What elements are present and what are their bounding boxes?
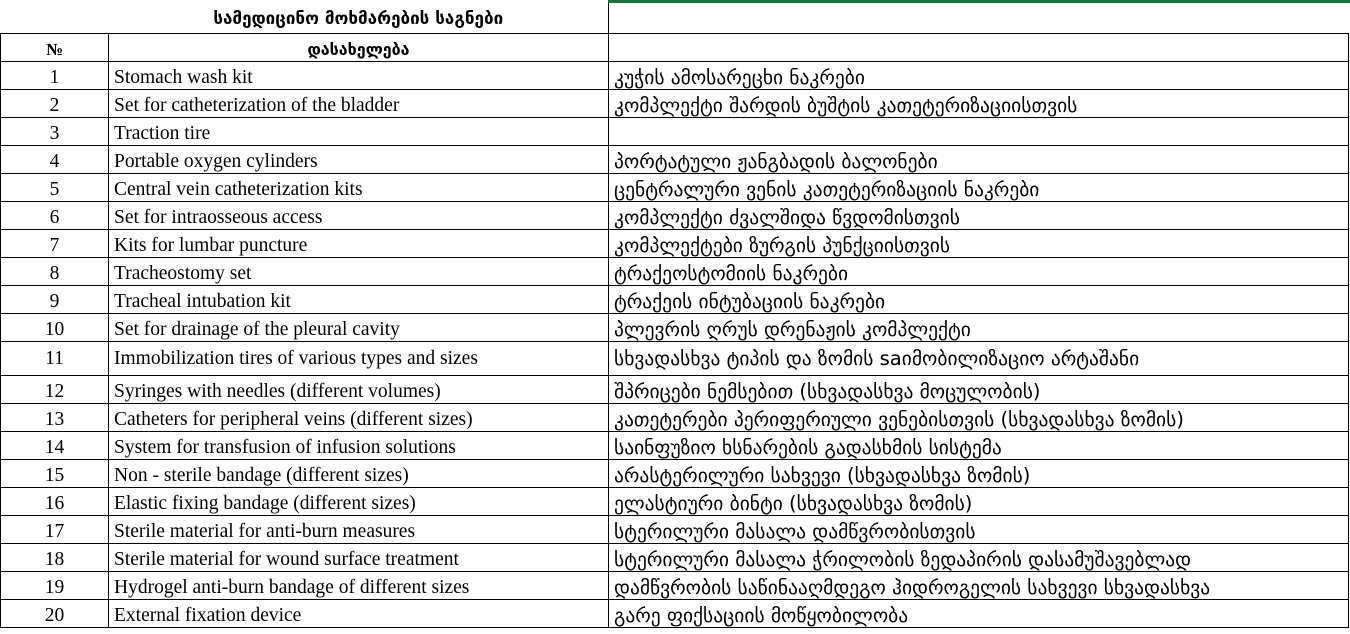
item-name-georgian[interactable]: შპრიცები ნემსებით (სხვადასხვა მოცულობის) (609, 376, 1349, 404)
item-name-georgian[interactable]: საინფუზიო ხსნარების გადასხმის სისტემა (609, 432, 1349, 460)
table-row (1, 202, 1349, 230)
item-name-georgian[interactable]: სტერილური მასალა დამწვრობისთვის (609, 516, 1349, 544)
item-name-georgian[interactable]: კომპლექტი შარდის ბუშტის კათეტერიზაციისთვის (609, 90, 1349, 118)
item-name-georgian[interactable]: კათეტერები პერიფერიული ვენებისთვის (სხვადასხვა ზომის) (609, 404, 1349, 432)
row-number[interactable]: 19 (1, 572, 109, 600)
item-name-english[interactable]: Traction tire (109, 118, 609, 146)
header-name[interactable]: დასახელება (109, 34, 609, 62)
item-name-georgian[interactable]: პორტატული ჟანგბადის ბალონები (609, 146, 1349, 174)
table-row (1, 258, 1349, 286)
table-row (1, 230, 1349, 258)
cell-blank[interactable] (609, 3, 1349, 34)
row-number[interactable]: 2 (1, 90, 109, 118)
item-name-english[interactable]: Elastic fixing bandage (different sizes) (109, 488, 609, 516)
item-name-english[interactable]: Syringes with needles (different volumes) (109, 376, 609, 404)
table-row (1, 342, 1349, 376)
row-number[interactable]: 6 (1, 202, 109, 230)
item-name-english[interactable]: System for transfusion of infusion solutions (109, 432, 609, 460)
row-number[interactable]: 16 (1, 488, 109, 516)
item-name-georgian[interactable]: ტრაქეის ინტუბაციის ნაკრები (609, 286, 1349, 314)
cell-blank[interactable] (1, 3, 109, 34)
table-row (1, 572, 1349, 600)
item-name-english[interactable]: Non - sterile bandage (different sizes) (109, 460, 609, 488)
item-name-english[interactable]: Portable oxygen cylinders (109, 146, 609, 174)
item-name-georgian[interactable]: პლევრის ღრუს დრენაჟის კომპლექტი (609, 314, 1349, 342)
row-number[interactable]: 9 (1, 286, 109, 314)
row-number[interactable]: 13 (1, 404, 109, 432)
item-name-georgian[interactable]: ცენტრალური ვენის კათეტერიზაციის ნაკრები (609, 174, 1349, 202)
table-row (1, 62, 1349, 90)
item-name-georgian[interactable]: ელასტიური ბინტი (სხვადასხვა ზომის) (609, 488, 1349, 516)
item-name-english[interactable]: Set for drainage of the pleural cavity (109, 314, 609, 342)
table-row (1, 404, 1349, 432)
sheet-title[interactable]: სამედიცინო მოხმარების საგნები (109, 3, 609, 34)
item-name-english[interactable]: Central vein catheterization kits (109, 174, 609, 202)
table-row (1, 118, 1349, 146)
table-row (1, 90, 1349, 118)
item-name-georgian[interactable]: ტრაქეოსტომიის ნაკრები (609, 258, 1349, 286)
item-name-english[interactable]: Immobilization tires of various types and sizes (109, 342, 609, 376)
item-name-english[interactable]: Catheters for peripheral veins (different sizes) (109, 404, 609, 432)
item-name-english[interactable]: Set for catheterization of the bladder (109, 90, 609, 118)
row-number[interactable]: 4 (1, 146, 109, 174)
item-name-georgian[interactable]: დამწვრობის საწინააღმდეგო ჰიდროგელის სახვევი სხვადასხვა (609, 572, 1349, 600)
row-number[interactable]: 7 (1, 230, 109, 258)
table-row (1, 460, 1349, 488)
table-row (1, 516, 1349, 544)
item-name-georgian[interactable]: გარე ფიქსაციის მოწყობილობა (609, 600, 1349, 628)
table-row (1, 488, 1349, 516)
row-number[interactable]: 17 (1, 516, 109, 544)
table-row (1, 376, 1349, 404)
item-name-english[interactable]: Sterile material for anti-burn measures (109, 516, 609, 544)
item-name-georgian[interactable]: კომპლექტი ძვალშიდა წვდომისთვის (609, 202, 1349, 230)
item-name-english[interactable]: Hydrogel anti-burn bandage of different sizes (109, 572, 609, 600)
item-name-english[interactable]: Tracheal intubation kit (109, 286, 609, 314)
item-name-english[interactable]: Stomach wash kit (109, 62, 609, 90)
item-name-english[interactable]: Tracheostomy set (109, 258, 609, 286)
header-row (1, 34, 1349, 62)
row-number[interactable]: 3 (1, 118, 109, 146)
row-number[interactable]: 14 (1, 432, 109, 460)
spreadsheet-table (0, 3, 1349, 628)
table-row (1, 146, 1349, 174)
table-row (1, 286, 1349, 314)
row-number[interactable]: 5 (1, 174, 109, 202)
row-number[interactable]: 11 (1, 342, 109, 376)
title-row (1, 3, 1349, 34)
item-name-georgian[interactable]: სხვადასხვა ტიპის და ზომის saიმობილიზაციო არტაშანი (609, 342, 1349, 376)
item-name-english[interactable]: External fixation device (109, 600, 609, 628)
table-row (1, 314, 1349, 342)
item-name-georgian[interactable]: კუჭის ამოსარეცხი ნაკრები (609, 62, 1349, 90)
row-number[interactable]: 15 (1, 460, 109, 488)
item-name-georgian[interactable] (609, 118, 1349, 146)
item-name-georgian[interactable]: სტერილური მასალა ჭრილობის ზედაპირის დასამუშავებლად (609, 544, 1349, 572)
table-row (1, 174, 1349, 202)
header-translation[interactable] (609, 34, 1349, 62)
item-name-english[interactable]: Sterile material for wound surface treatment (109, 544, 609, 572)
item-name-georgian[interactable]: კომპლექტები ზურგის პუნქციისთვის (609, 230, 1349, 258)
row-number[interactable]: 20 (1, 600, 109, 628)
row-number[interactable]: 1 (1, 62, 109, 90)
table-row (1, 544, 1349, 572)
row-number[interactable]: 10 (1, 314, 109, 342)
table-row (1, 432, 1349, 460)
item-name-english[interactable]: Set for intraosseous access (109, 202, 609, 230)
table-row (1, 600, 1349, 628)
item-name-english[interactable]: Kits for lumbar puncture (109, 230, 609, 258)
row-number[interactable]: 8 (1, 258, 109, 286)
row-number[interactable]: 12 (1, 376, 109, 404)
item-name-georgian[interactable]: არასტერილური სახვევი (სხვადასხვა ზომის) (609, 460, 1349, 488)
header-number[interactable]: № (1, 34, 109, 62)
row-number[interactable]: 18 (1, 544, 109, 572)
